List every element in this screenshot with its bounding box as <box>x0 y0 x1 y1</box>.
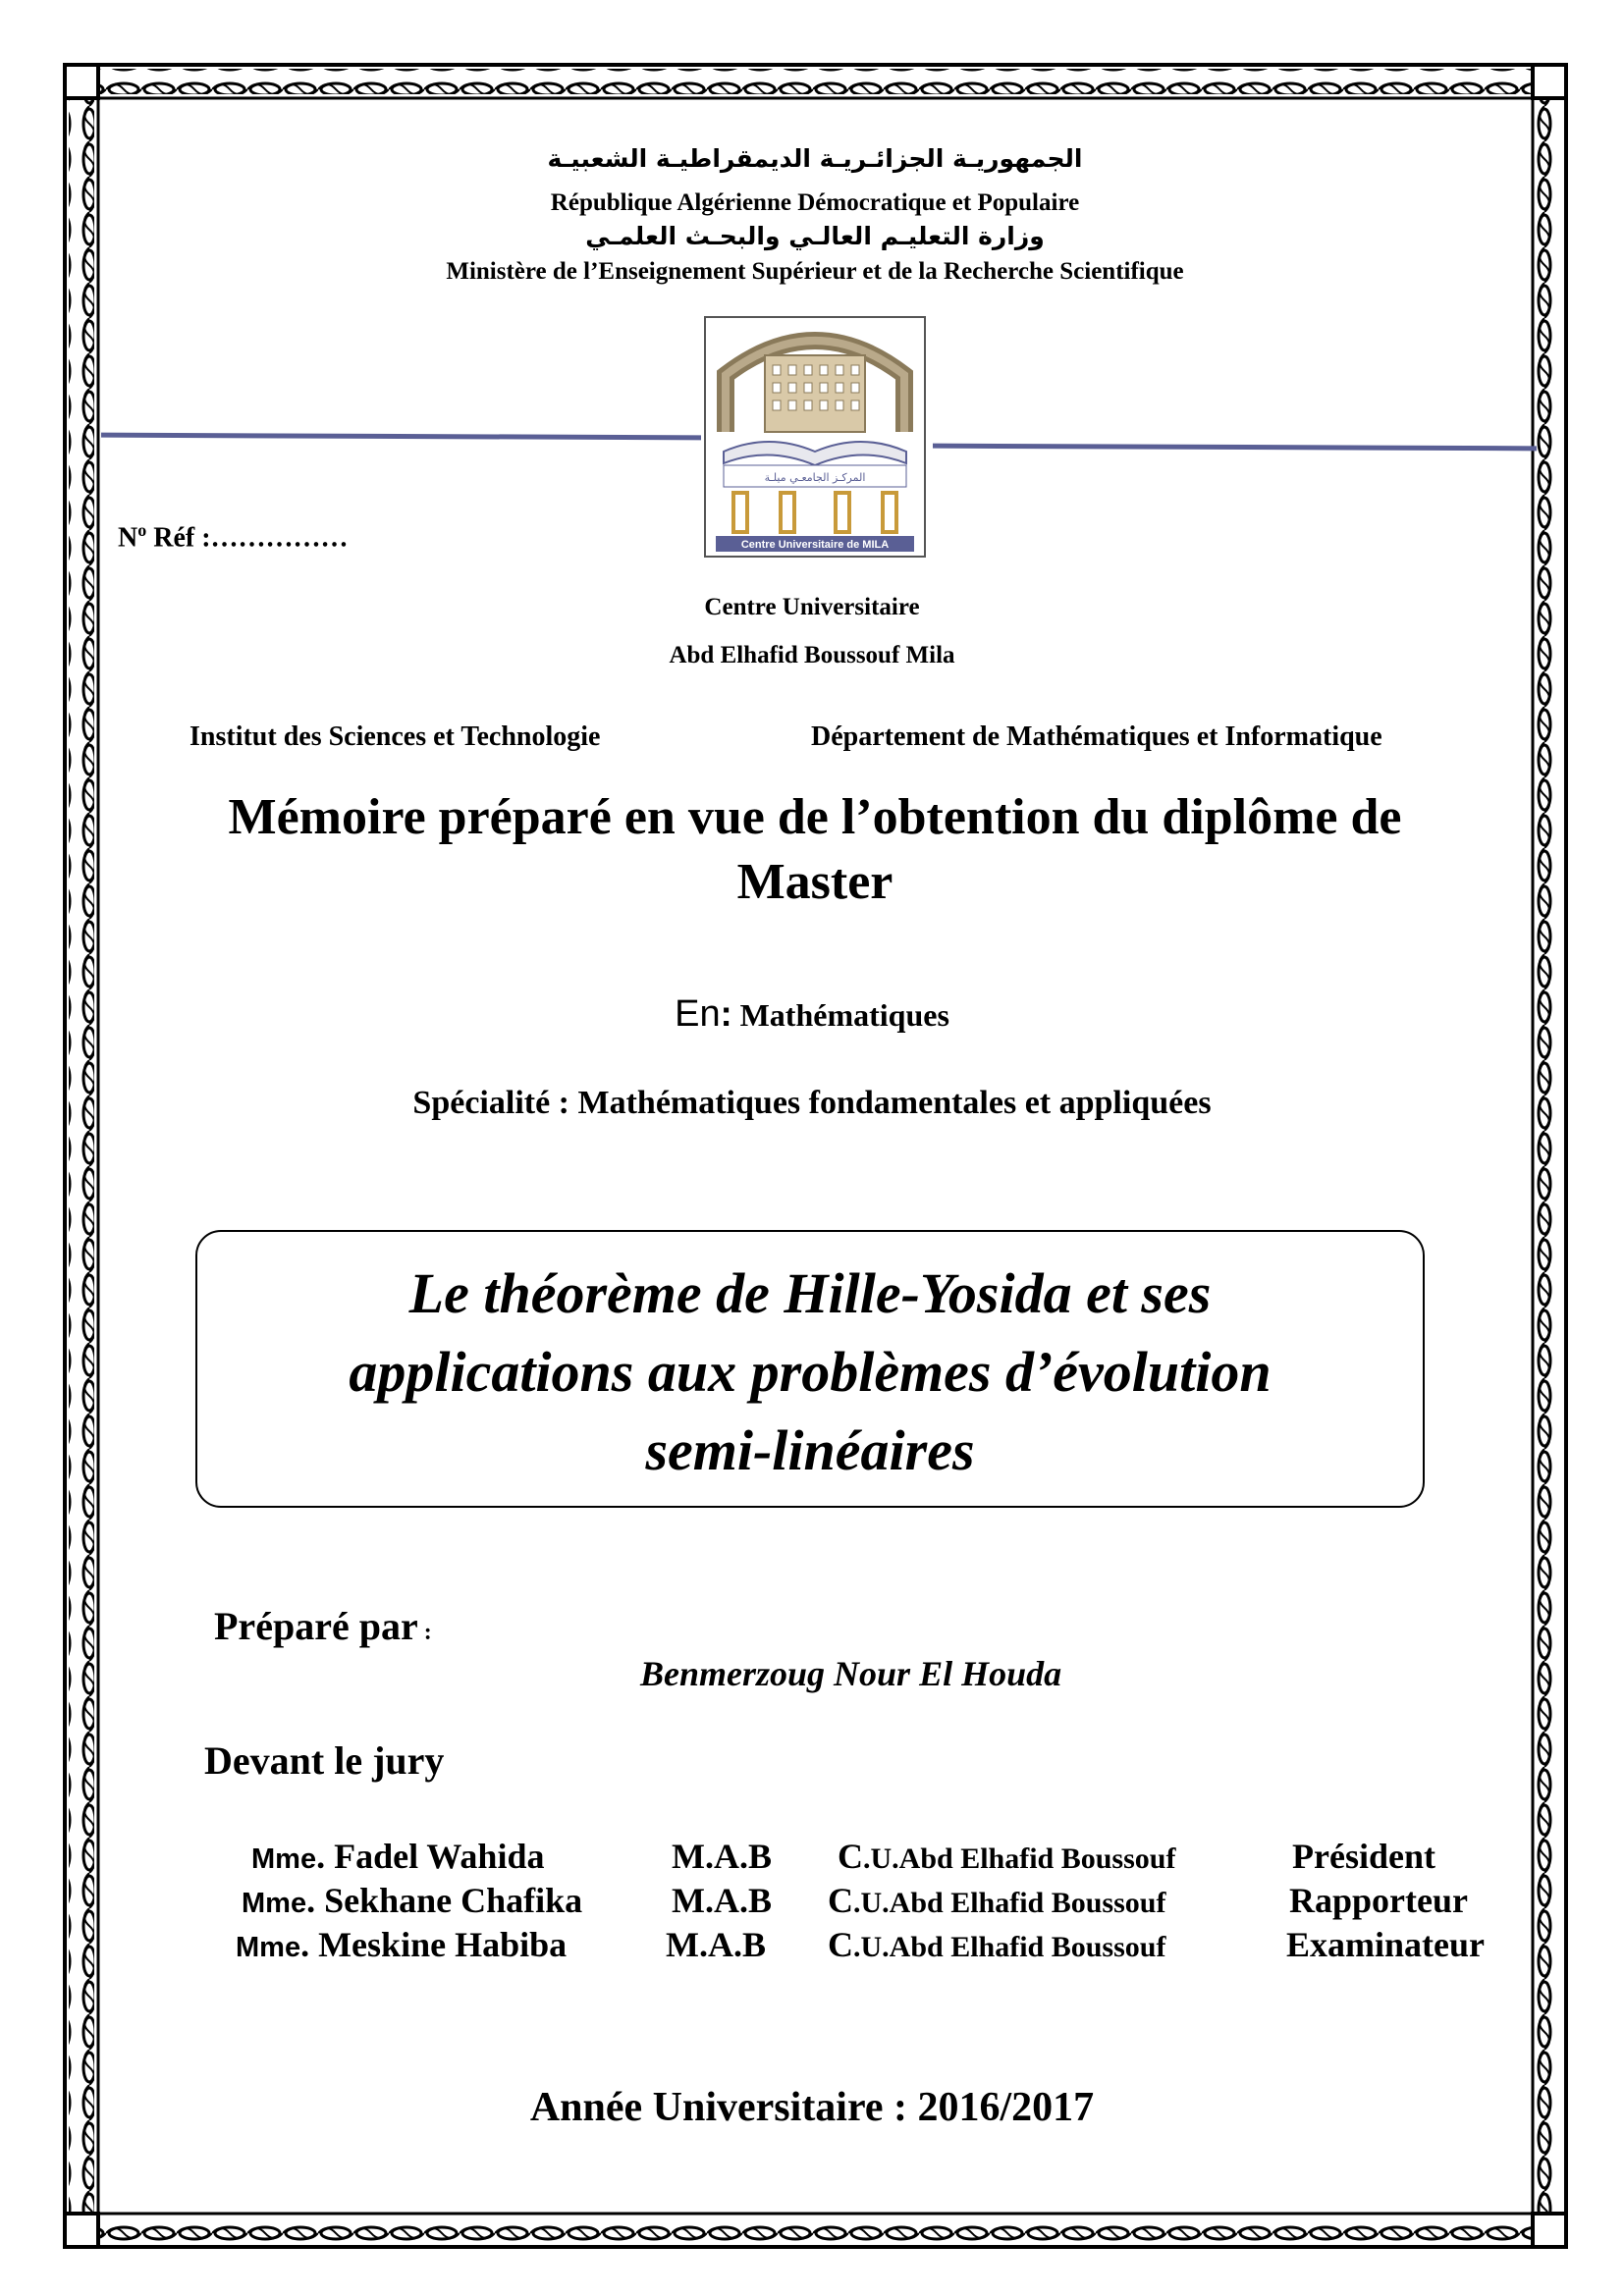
ministry-french: Ministère de l’Enseignement Supérieur et de la Recherche Scientifique <box>446 258 1184 285</box>
author-name: Benmerzoug Nour El Houda <box>640 1654 1062 1693</box>
prepared-by-label: Préparé par : <box>214 1604 432 1648</box>
jury-grade: M.A.B <box>672 1881 772 1920</box>
specialty: Spécialité : Mathématiques fondamentales et appliquées <box>412 1085 1212 1121</box>
academic-year: Année Universitaire : 2016/2017 <box>529 2085 1095 2130</box>
logo-caption: Centre Universitaire de MILA <box>740 539 890 551</box>
jury-role: Président <box>1292 1837 1435 1876</box>
jury-institution: C.U.Abd Elhafid Boussouf <box>828 1881 1166 1920</box>
jury-grade: M.A.B <box>666 1925 766 1964</box>
jury-role: Rapporteur <box>1289 1881 1468 1920</box>
department-name: Département de Mathématiques et Informatique <box>811 721 1382 752</box>
centre-universitaire: Centre Universitaire <box>704 594 920 620</box>
jury-member: Mme. Fadel Wahida <box>251 1837 545 1876</box>
university-logo <box>704 316 926 558</box>
jury-heading: Devant le jury <box>204 1738 445 1783</box>
reference-number: $N^o$ Réf :…………… <box>118 520 349 554</box>
logo-arabic-text: المركـز الجامعـي ميلـة <box>764 471 866 484</box>
memoire-heading: Mémoire préparé en vue de l’obtention du diplôme de Master <box>228 789 1402 910</box>
jury-grade: M.A.B <box>672 1837 772 1876</box>
centre-name: Abd Elhafid Boussouf Mila <box>669 642 955 668</box>
thesis-title: Le théorème de Hille-Yosida et ses applications aux problèmes d’évolution semi-linéaires <box>349 1261 1272 1482</box>
republic-arabic: الجمهوريـة الجزائـريـة الديمقراطيـة الشعبيـة <box>547 144 1083 173</box>
jury-institution: C.U.Abd Elhafid Boussouf <box>838 1837 1176 1876</box>
ministry-arabic: وزارة التعليـم العالـي والبحـث العلمـي <box>585 222 1045 250</box>
jury-member: Mme. Sekhane Chafika <box>242 1881 583 1920</box>
jury-member: Mme. Meskine Habiba <box>236 1925 568 1964</box>
jury-institution: C.U.Abd Elhafid Boussouf <box>828 1925 1166 1964</box>
field-line: En: Mathématiques <box>675 993 949 1035</box>
institute-name: Institut des Sciences et Technologie <box>189 721 601 752</box>
jury-role: Examinateur <box>1286 1925 1485 1964</box>
republic-french: République Algérienne Démocratique et Populaire <box>550 189 1080 216</box>
